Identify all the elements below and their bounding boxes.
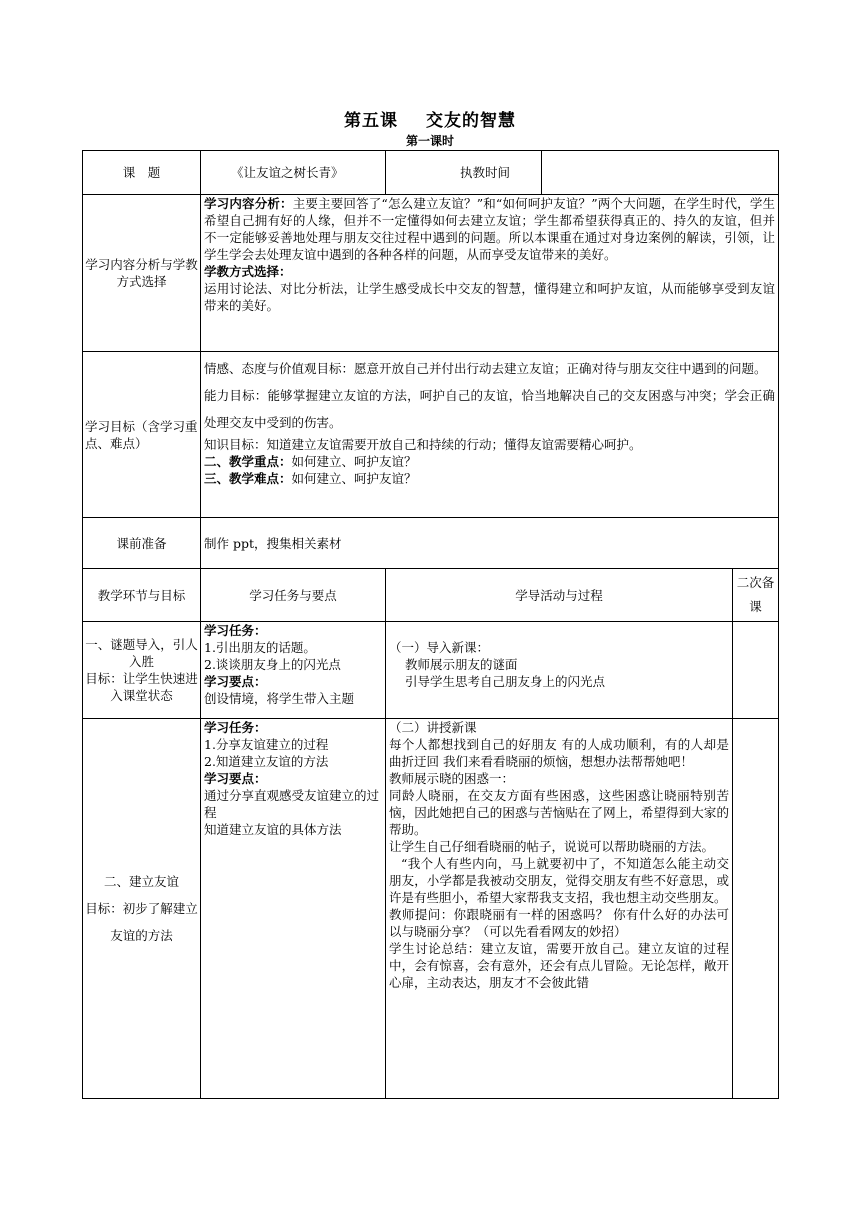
section2-point-heading: 学习要点： [204,771,267,786]
section2-act-title: （二）讲授新课 [389,720,477,735]
col-header-task: 学习任务与要点 [201,569,386,622]
section1-stage-text: 一、谜题导入，引人入胜 [85,637,198,669]
difficulty-text: 如何建立、呵护友谊？ [291,471,417,486]
row-topic [83,151,779,195]
key-heading: 二、教学重点： [204,454,292,469]
section2-review [733,719,779,1099]
section1-task1: 1.引出朋友的话题。 [204,640,316,655]
section2-tasks [201,719,386,1099]
section2-task2: 2.知道建立友谊的方法 [204,754,329,769]
lesson-plan-table [82,150,779,1099]
section2-point1: 通过分享直观感受友谊建立的过程 [204,788,380,820]
title-lesson: 第五课 [344,111,398,131]
section2-stage [83,719,201,1099]
row-analysis [83,195,779,352]
topic-label: 课 题 [83,151,201,195]
row-section-1 [83,622,779,719]
difficulty-heading: 三、教学难点： [204,471,292,486]
section1-stage [83,622,201,719]
section2-act-p5: “我个人有些内向，马上就要初中了，不知道怎么能主动交朋友，小学都是我被动交朋友，觉得交朋友有些不好意思，或许是有些胆小，希望大家帮我支支招，我也想主动交些朋友。 [389,856,729,905]
goal-emotion: 情感、态度与价值观目标：愿意开放自己并付出行动去建立友谊；正确对待与朋友交往中遇到的问题。 [204,361,767,376]
key-text: 如何建立、呵护友谊？ [291,454,417,469]
title-topic: 交友的智慧 [426,111,516,131]
section2-act-p1: 每个人都想找到自己的好朋友 有的人成功顺利，有的人却是曲折迂回 我们来看看晓丽的烦恼，想想办法帮帮她吧！ [389,737,729,769]
col-header-stage: 教学环节与目标 [83,569,201,622]
method-text: 运用讨论法、对比分析法，让学生感受成长中交友的智慧，懂得建立和呵护友谊，从而能够享受到友谊带来的美好。 [204,281,775,313]
section1-act2: 引导学生思考自己朋友身上的闪光点 [405,674,606,689]
section2-point2: 知道建立友谊的具体方法 [204,822,342,837]
time-label: 执教时间 [386,151,542,195]
section1-tasks [201,622,386,719]
section1-activity [386,622,733,719]
section1-point-heading: 学习要点： [204,674,267,689]
row-prep [83,518,779,569]
analysis-heading: 学习内容分析： [204,196,293,211]
col-header-review: 二次备课 [733,569,779,622]
prep-label: 课前准备 [83,518,201,569]
page-subtitle: 第一课时 [405,134,454,148]
analysis-label-text: 学习内容分析与学教方式选择 [85,257,198,289]
analysis-content [201,195,779,352]
section1-goal: 目标：让学生快速进入课堂状态 [85,671,198,703]
topic-value: 《让友谊之树长青》 [201,151,386,195]
section2-act-p6: 教师提问：你跟晓丽有一样的困惑吗？ 你有什么好的办法可以与晓丽分享？（可以先看看网友的妙招） [389,907,729,939]
row-section-2 [83,719,779,1099]
page-title [0,106,860,131]
section2-stage-text: 二、建立友谊 [103,874,179,889]
section1-act1: 教师展示朋友的谜面 [405,657,518,672]
section2-act-p3: 同龄人晓丽，在交友方面有些困惑，这些困惑让晓丽特别苦恼，因此她把自己的困惑与苦恼贴在了网上，希望得到大家的帮助。 [389,788,729,837]
time-value [542,151,779,195]
section2-task-heading: 学习任务： [204,720,267,735]
analysis-label [83,195,201,352]
method-heading: 学教方式选择： [204,264,292,279]
section2-act-p2: 教师展示晓的困惑一： [389,771,515,786]
section1-task2: 2.谈谈朋友身上的闪光点 [204,657,341,672]
prep-value: 制作 ppt，搜集相关素材 [201,518,779,569]
col-header-activity: 学导活动与过程 [386,569,733,622]
goal-knowledge: 知识目标：知道建立友谊需要开放自己和持续的行动；懂得友谊需要精心呵护。 [204,437,642,452]
section1-act-title: （一）导入新课： [389,640,490,655]
row-goals [83,352,779,518]
section2-goal: 目标：初步了解建立友谊的方法 [85,901,198,943]
section1-review [733,622,779,719]
row-column-headers [83,569,779,622]
section2-task1: 1.分享友谊建立的过程 [204,737,329,752]
analysis-text: 主要主要回答了“怎么建立友谊？”和“如何呵护友谊？”两个大问题，在学生时代，学生希望自己拥有好的人缘，但并不一定懂得如何去建立友谊；学生都希望获得真正的、持久的友谊，但并不一定能够妥善地处理与朋友交往过程中遇到的问题。所以本课重在通过对身边案例的解读，引领，让学生学会去处理友谊中遇到的各种各样的问题，从而享受友谊带来的美好。 [204,196,775,262]
goals-content [201,352,779,518]
goals-label: 学习目标（含学习重点、难点） [83,352,201,518]
section1-task-heading: 学习任务： [204,623,267,638]
goal-ability: 能力目标：能够掌握建立友谊的方法，呵护自己的友谊，恰当地解决自己的交友困惑与冲突；学会正确处理交友中受到的伤害。 [204,388,775,430]
section2-activity [386,719,733,1099]
section1-point-text: 创设情境，将学生带入主题 [204,691,355,706]
section2-act-p7: 学生讨论总结：建立友谊，需要开放自己。建立友谊的过程中，会有惊喜，会有意外，还会有点儿冒险。无论怎样，敞开心扉，主动表达，朋友才不会彼此错 [389,941,729,990]
section2-act-p4: 让学生自己仔细看晓丽的帖子，说说可以帮助晓丽的方法。 [389,839,715,854]
